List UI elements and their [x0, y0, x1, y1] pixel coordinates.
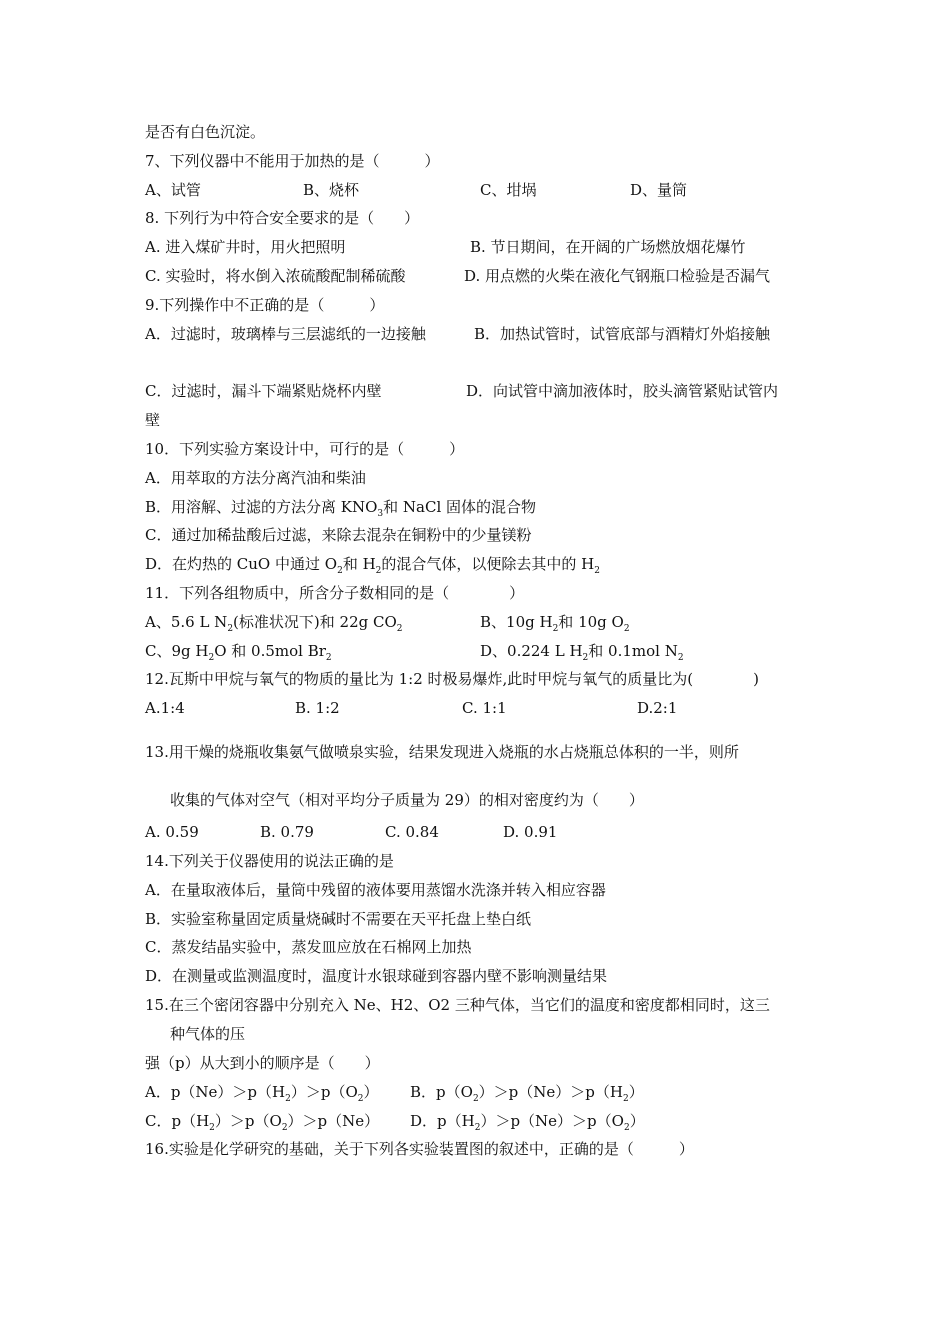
option-text [145, 180, 201, 200]
text-line [0, 1111, 950, 1131]
option-text [145, 1082, 379, 1102]
text-run: C、坩埚 [480, 181, 537, 199]
text-run: 和 NaCl 固体的混合物 [383, 498, 537, 516]
text-run: D．向试管中滴加液体时，胶头滴管紧贴试管内 [466, 382, 779, 400]
option-text [462, 698, 507, 718]
text-run: C．通过加稀盐酸后过滤，来除去混杂在铜粉中的少量镁粉 [145, 526, 532, 544]
text-line [0, 410, 950, 430]
subscript: 2 [227, 624, 234, 634]
option-text [480, 612, 630, 632]
text-run: A、5.6 L N [145, 613, 228, 631]
text-run: A. 0.59 [145, 823, 199, 841]
subscript: 2 [325, 653, 332, 663]
line-text [145, 122, 265, 142]
text-run: ）＞p（O [214, 1112, 282, 1130]
text-run: C. 实验时，将水倒入浓硫酸配制稀硫酸 [145, 267, 406, 285]
line-text [170, 1024, 245, 1044]
subscript: 2 [474, 1123, 481, 1133]
text-run: B、烧杯 [303, 181, 360, 199]
text-run: D、0.224 L H [480, 642, 583, 660]
text-run: O 和 0.5mol Br [214, 642, 326, 660]
option-text [145, 822, 199, 842]
line-text [145, 439, 464, 459]
option-text [466, 381, 778, 401]
text-line [0, 790, 950, 810]
text-run: B. 0.79 [260, 823, 314, 841]
text-run: 和 H [342, 555, 376, 573]
text-line [0, 995, 950, 1015]
text-run: C、9g H [145, 642, 209, 660]
text-run: B．实验室称量固定质量烧碱时不需要在天平托盘上垫白纸 [145, 910, 532, 928]
text-line [0, 937, 950, 957]
text-run: B．p（O [410, 1083, 473, 1101]
line-text [145, 497, 536, 517]
text-line [0, 909, 950, 929]
line-text [145, 880, 606, 900]
text-line [0, 851, 950, 871]
subscript: 2 [357, 1094, 364, 1104]
text-line [0, 381, 950, 401]
text-line [0, 237, 950, 257]
line-text [145, 151, 440, 171]
text-run: A、试管 [145, 181, 201, 199]
subscript: 2 [285, 1094, 291, 1104]
text-run: C．p（H [145, 1112, 210, 1130]
text-line [0, 1024, 950, 1044]
option-text [470, 237, 746, 257]
subscript: 2 [396, 624, 403, 634]
option-text [145, 237, 345, 257]
option-text [145, 381, 381, 401]
text-line [0, 698, 950, 718]
line-text [145, 966, 607, 986]
text-run: C．蒸发结晶实验中，蒸发皿应放在石棉网上加热 [145, 938, 472, 956]
text-run: 13.用干燥的烧瓶收集氨气做喷泉实验，结果发现进入烧瓶的水占烧瓶总体积的一半，则所 [145, 743, 739, 761]
text-run: A．过滤时，玻璃棒与三层滤纸的一边接触 [145, 325, 426, 343]
option-text [145, 324, 426, 344]
line-text [145, 583, 524, 603]
text-run: A. 进入煤矿井时，用火把照明 [145, 238, 346, 256]
option-text [480, 180, 536, 200]
text-line [0, 1053, 950, 1073]
subscript: 2 [594, 566, 600, 576]
line-text [145, 525, 531, 545]
text-run: 10．下列实验方案设计中，可行的是（ ） [145, 440, 465, 458]
text-line [0, 439, 950, 459]
line-text [145, 1053, 380, 1073]
text-run: 收集的气体对空气（相对平均分子质量为 29）的相对密度约为（ ） [170, 791, 644, 809]
line-text [145, 742, 739, 762]
text-line [0, 525, 950, 545]
option-text [637, 698, 677, 718]
subscript: 2 [623, 1123, 630, 1133]
text-run: 11．下列各组物质中，所含分子数相同的是（ ） [145, 584, 525, 602]
text-line [0, 151, 950, 171]
text-run: 14.下列关于仪器使用的说法正确的是 [145, 852, 394, 870]
text-run: C. 0.84 [385, 823, 439, 841]
text-run: 8. 下列行为中符合安全要求的是（ ） [145, 209, 420, 227]
text-run: D、量筒 [630, 181, 688, 199]
subscript: 2 [677, 653, 684, 663]
option-text [410, 1111, 645, 1131]
line-text [145, 295, 384, 315]
line-text [145, 937, 471, 957]
text-line [0, 497, 950, 517]
text-run: 7、下列仪器中不能用于加热的是（ ） [145, 152, 440, 170]
text-line [0, 266, 950, 286]
text-line [0, 612, 950, 632]
text-line [0, 122, 950, 142]
text-run: C. 1:1 [462, 699, 507, 717]
text-run: A．用萃取的方法分离汽油和柴油 [145, 469, 366, 487]
line-text [145, 1139, 694, 1159]
text-run: B. 节日期间，在开阔的广场燃放烟花爆竹 [470, 238, 746, 256]
line-text [145, 669, 759, 689]
text-run: D．在测量或监测温度时，温度计水银球碰到容器内壁不影响测量结果 [145, 967, 608, 985]
text-run: ）＞p（O [290, 1083, 358, 1101]
line-text [145, 410, 160, 430]
option-text [630, 180, 687, 200]
text-run: C．过滤时，漏斗下端紧贴烧杯内壁 [145, 382, 382, 400]
subscript: 2 [209, 1123, 215, 1133]
text-line [0, 295, 950, 315]
option-text [385, 822, 439, 842]
subscript: 2 [208, 653, 215, 663]
option-text [145, 641, 332, 661]
option-text [145, 266, 405, 286]
text-run: A．p（Ne）＞p（H [145, 1083, 286, 1101]
text-line [0, 583, 950, 603]
option-text [464, 266, 770, 286]
text-line [0, 822, 950, 842]
line-text [145, 468, 366, 488]
line-text [145, 208, 419, 228]
option-text [303, 180, 359, 200]
line-text [145, 851, 394, 871]
text-line [0, 641, 950, 661]
text-line [0, 742, 950, 762]
text-run: D.2:1 [637, 699, 678, 717]
text-run: ） [628, 1083, 644, 1101]
text-run: B．加热试管时，试管底部与酒精灯外焰接触 [474, 325, 771, 343]
line-text [145, 909, 531, 929]
text-run: B．用溶解、过滤的方法分离 KNO [145, 498, 378, 516]
subscript: 2 [582, 653, 589, 663]
text-run: (标准状况下)和 22g CO [233, 613, 397, 631]
text-run: D. 0.91 [503, 823, 558, 841]
option-text [410, 1082, 644, 1102]
text-line [0, 554, 950, 574]
text-run: ）＞p（Ne）＞p（O [480, 1112, 624, 1130]
subscript: 2 [552, 624, 559, 634]
subscript: 2 [337, 566, 343, 576]
option-text [145, 698, 185, 718]
option-text [145, 1111, 379, 1131]
line-text [145, 995, 770, 1015]
text-run: B. 1:2 [295, 699, 340, 717]
subscript: 2 [623, 624, 630, 634]
text-run: 12.瓦斯中甲烷与氧气的物质的量比为 1:2 时极易爆炸,此时甲烷与氧气的质量比为( ) [145, 670, 760, 688]
text-line [0, 669, 950, 689]
option-text [480, 641, 684, 661]
text-line [0, 880, 950, 900]
text-run: 壁 [145, 411, 161, 429]
option-text [295, 698, 340, 718]
text-line [0, 1139, 950, 1159]
text-run: 15.在三个密闭容器中分别充入 Ne、H2、O2 三种气体，当它们的温度和密度都相同时，这三 [145, 996, 770, 1014]
subscript: 3 [377, 509, 384, 519]
subscript: 2 [375, 566, 382, 576]
text-run: ）＞p（Ne）＞p（H [478, 1083, 623, 1101]
option-text [260, 822, 314, 842]
text-run: A.1:4 [145, 699, 185, 717]
text-run: 种气体的压 [170, 1025, 246, 1043]
text-line [0, 324, 950, 344]
option-text [503, 822, 557, 842]
subscript: 2 [472, 1094, 479, 1104]
text-run: 是否有白色沉淀。 [145, 123, 266, 141]
text-line [0, 208, 950, 228]
text-run: ）＞p（Ne） [287, 1112, 380, 1130]
line-text [145, 554, 600, 574]
subscript: 2 [281, 1123, 288, 1133]
text-line [0, 180, 950, 200]
text-line [0, 1082, 950, 1102]
text-run: 和 0.1mol N [588, 642, 678, 660]
text-run: 9.下列操作中不正确的是（ ） [145, 296, 385, 314]
line-text [170, 790, 644, 810]
option-text [474, 324, 770, 344]
text-run: B、10g H [480, 613, 553, 631]
text-run: 的混合气体，以便除去其中的 H [381, 555, 595, 573]
text-line [0, 966, 950, 986]
option-text [145, 612, 403, 632]
text-run: A．在量取液体后，量筒中残留的液体要用蒸馏水洗涤并转入相应容器 [145, 881, 606, 899]
text-run: ） [363, 1083, 379, 1101]
text-run: ） [629, 1112, 645, 1130]
text-run: 16.实验是化学研究的基础，关于下列各实验装置图的叙述中，正确的是（ ） [145, 1140, 694, 1158]
text-run: D. 用点燃的火柴在液化气钢瓶口检验是否漏气 [464, 267, 771, 285]
subscript: 2 [622, 1094, 629, 1104]
text-run: D．p（H [410, 1112, 475, 1130]
text-run: D．在灼热的 CuO 中通过 O [145, 555, 338, 573]
text-line [0, 468, 950, 488]
text-run: 和 10g O [558, 613, 624, 631]
text-run: 强（p）从大到小的顺序是（ ） [145, 1054, 380, 1072]
